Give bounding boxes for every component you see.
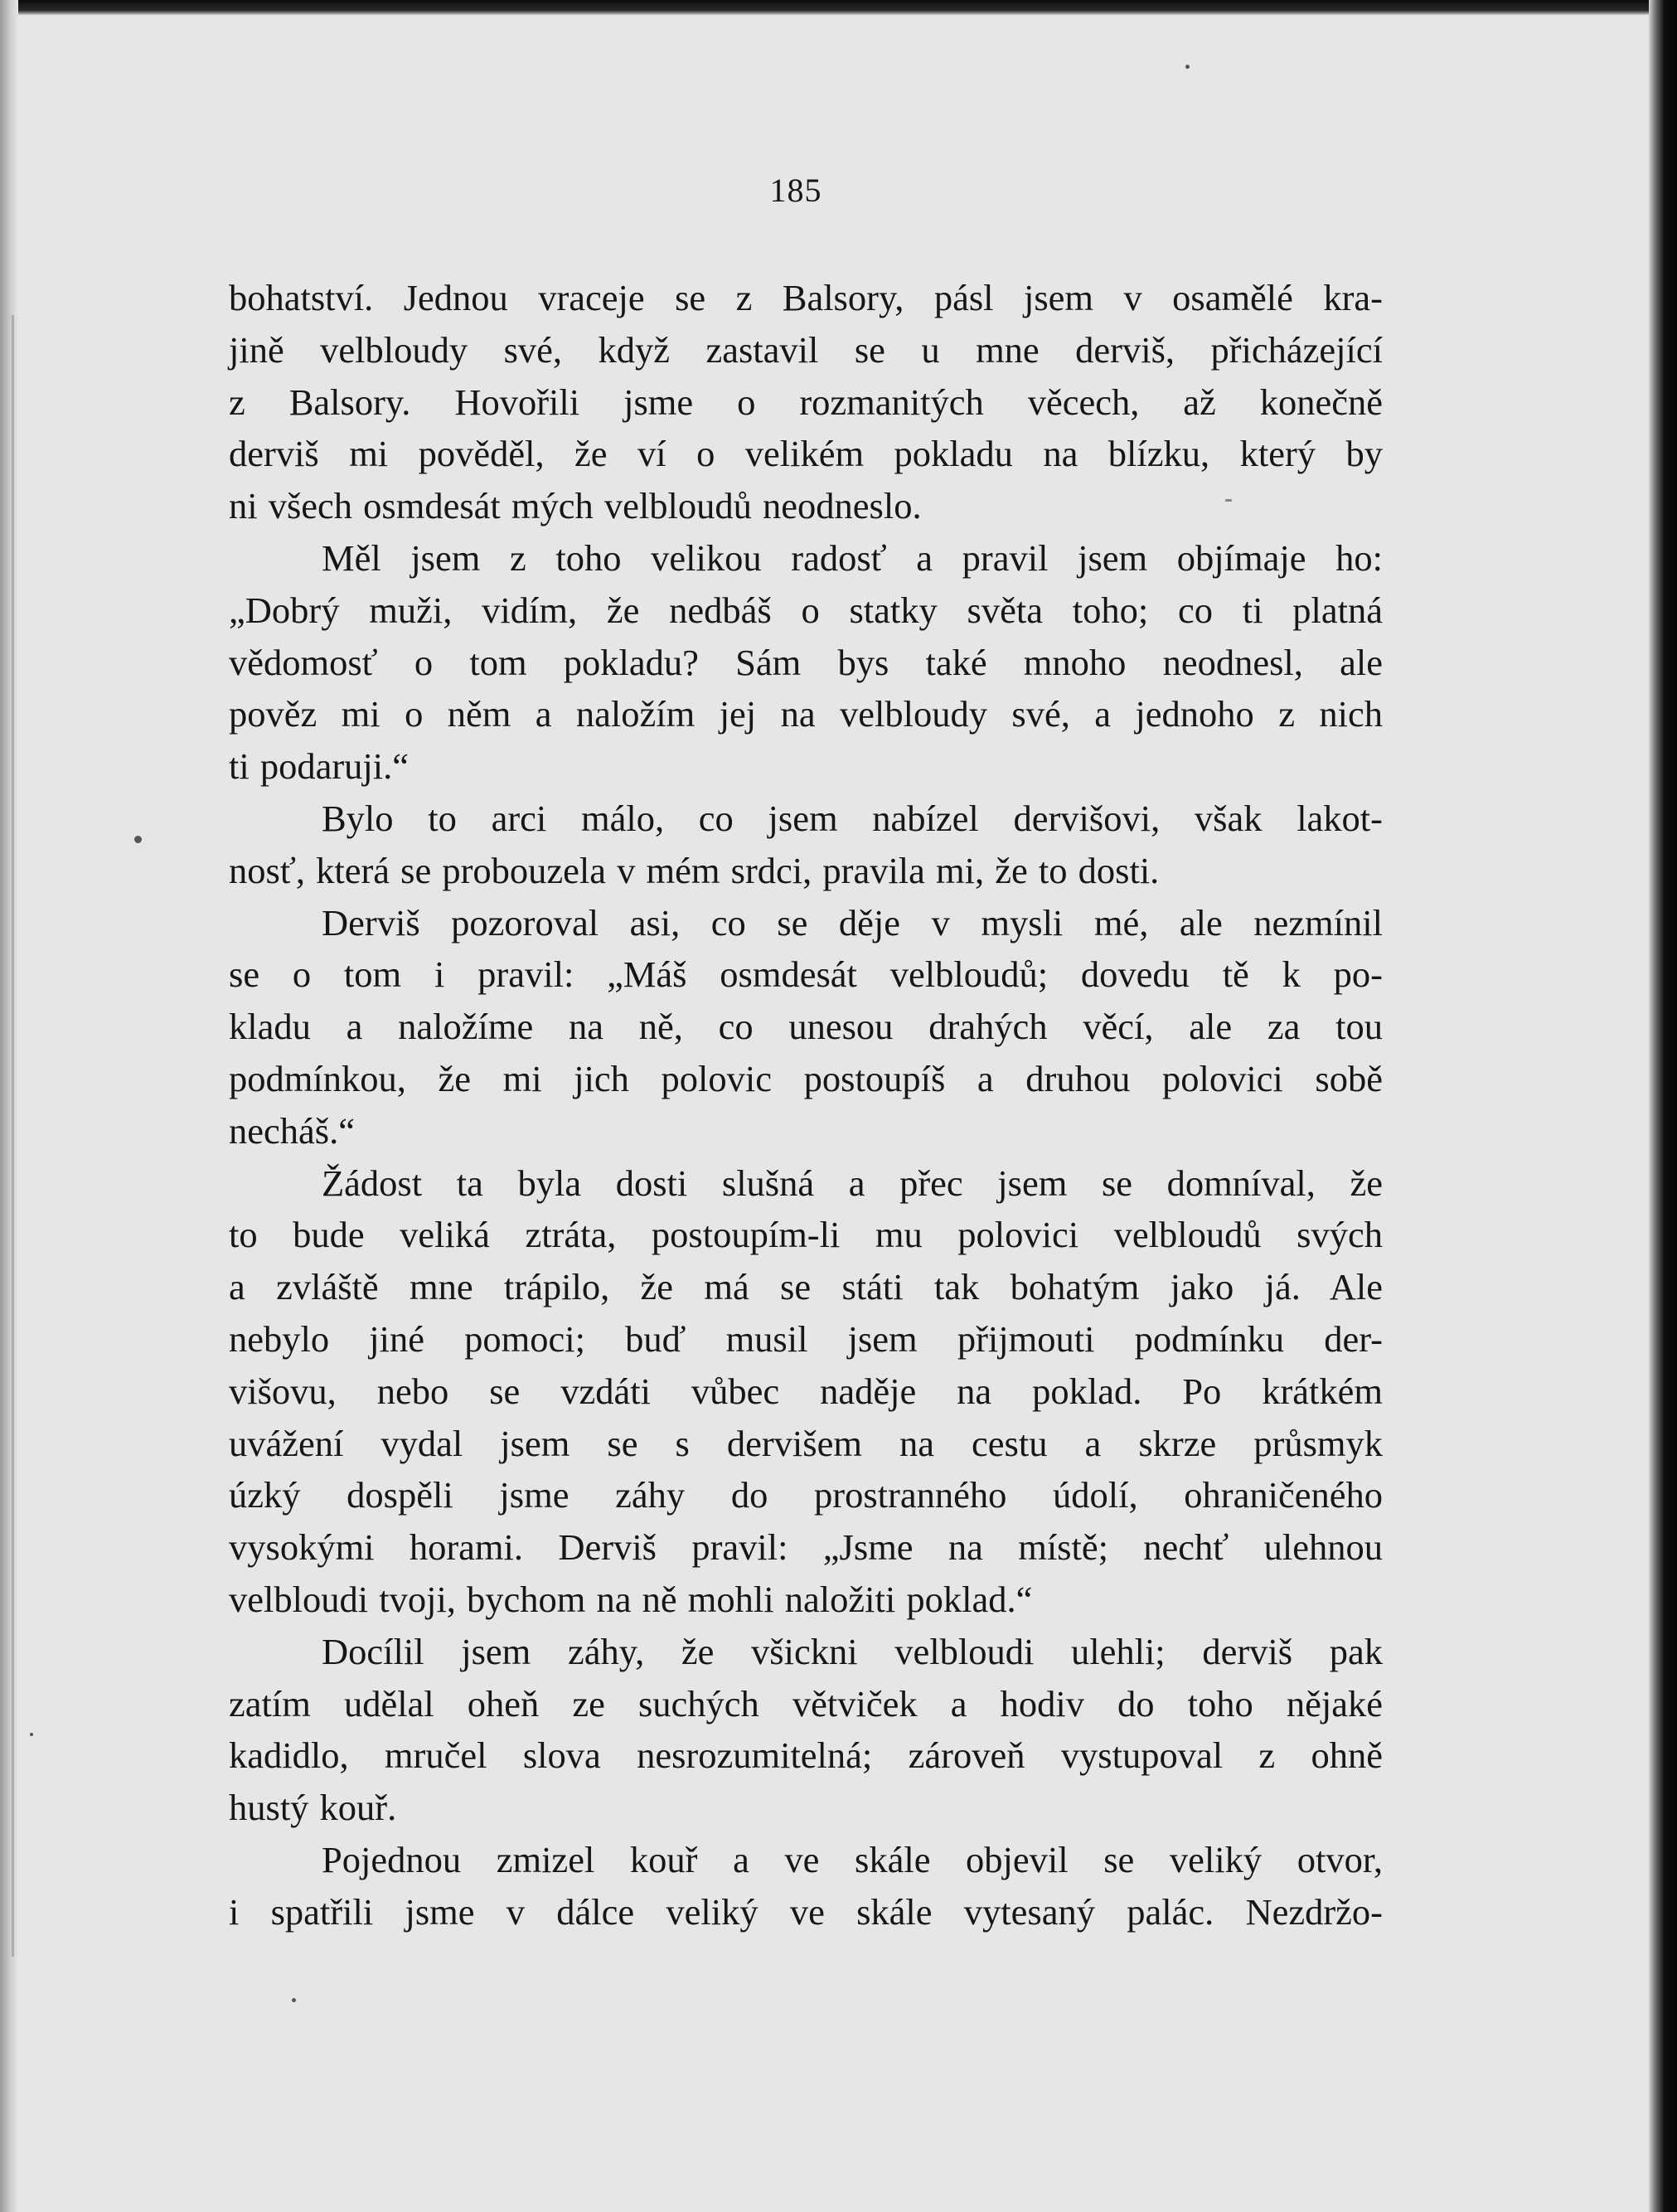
text-line: nebylo jiné pomoci; buď musil jsem přijmouti podmínku der- [229, 1317, 1383, 1360]
text-line: i spatřili jsme v dálce veliký ve skále vytesaný palác. Nezdržo- [229, 1890, 1383, 1933]
text-line: necháš.“ [229, 1109, 355, 1152]
text-line: podmínkou, že mi jich polovic postoupíš a druhou polovici sobě [229, 1057, 1383, 1099]
text-line: nosť, která se probouzela v mém srdci, pravila mi, že to dosti. [229, 849, 1160, 891]
text-line: Měl jsem z toho velikou radosť a pravil jsem objímaje ho: [322, 536, 1383, 579]
text-line: z Balsory. Hovořili jsme o rozmanitých věcech, až konečně [229, 381, 1383, 423]
text-line: zatím udělal oheň ze suchých větviček a hodiv do toho nějaké [229, 1682, 1383, 1724]
text-line: Bylo to arci málo, co jsem nabízel dervišovi, však lakot- [322, 797, 1383, 839]
text-line: „Dobrý muži, vidím, že nedbáš o statky světa toho; co ti platná [229, 589, 1383, 631]
text-line: bohatství. Jednou vraceje se z Balsory, pásl jsem v osamělé kra- [229, 277, 1383, 318]
text-line: hustý kouř. [229, 1787, 397, 1829]
text-line: velbloudi tvoji, bychom na ně mohli naložiti poklad.“ [229, 1578, 1033, 1620]
page-number: 185 [769, 172, 822, 209]
text-line: úzký dospěli jsme záhy do prostranného údolí, ohraničeného [229, 1474, 1383, 1516]
scan-border-top [0, 0, 1677, 15]
text-line: vysokými horami. Derviš pravil: „Jsme na místě; nechť ulehnou [229, 1526, 1383, 1569]
scan-border-left [0, 0, 18, 2212]
scan-border-right [1649, 0, 1677, 2212]
text-line: Žádost ta byla dosti slušná a přec jsem se domníval, že [322, 1162, 1383, 1204]
text-line: pověz mi o něm a naložím jej na velbloudy své, a jednoho z nich [229, 693, 1383, 735]
text-line: jině velbloudy své, když zastavil se u mne derviš, přicházející [229, 328, 1383, 371]
dust-speck [134, 836, 142, 843]
text-line: Derviš pozoroval asi, co se děje v mysli mé, ale nezmínil [322, 901, 1383, 943]
text-line: a zvláště mne trápilo, že má se státi tak bohatým jako já. Ale [229, 1266, 1383, 1308]
text-line: kladu a naložíme na ně, co unesou drahých věcí, ale za tou [229, 1006, 1383, 1048]
text-line: vědomosť o tom pokladu? Sám bys také mnoho neodnesl, ale [229, 641, 1383, 683]
text-line: uvážení vydal jsem se s dervišem na cestu a skrze průsmyk [229, 1422, 1383, 1464]
dust-speck [30, 1733, 33, 1736]
text-line: Pojednou zmizel kouř a ve skále objevil se veliký otvor, [322, 1838, 1383, 1880]
dust-speck [1185, 65, 1190, 69]
text-line: ti podaruji.“ [229, 745, 410, 788]
dust-speck [292, 1998, 296, 2002]
text-line: višovu, nebo se vzdáti vůbec naděje na poklad. Po krátkém [229, 1370, 1383, 1412]
text-line: to bude veliká ztráta, postoupím-li mu polovici velbloudů svých [229, 1214, 1383, 1256]
text-line: kadidlo, mručel slova nesrozumitelná; zároveň vystupoval z ohně [229, 1734, 1383, 1777]
body-text [229, 272, 1383, 1938]
binding-shadow [12, 315, 14, 1957]
text-line: derviš mi pověděl, že ví o velikém pokladu na blízku, který by [229, 433, 1383, 475]
text-line: Docílil jsem záhy, že všickni velbloudi ulehli; derviš pak [322, 1630, 1383, 1672]
text-line: se o tom i pravil: „Máš osmdesát velbloudů; dovedu tě k po- [229, 953, 1383, 996]
text-line: ni všech osmdesát mých velbloudů neodneslo. [229, 485, 922, 527]
